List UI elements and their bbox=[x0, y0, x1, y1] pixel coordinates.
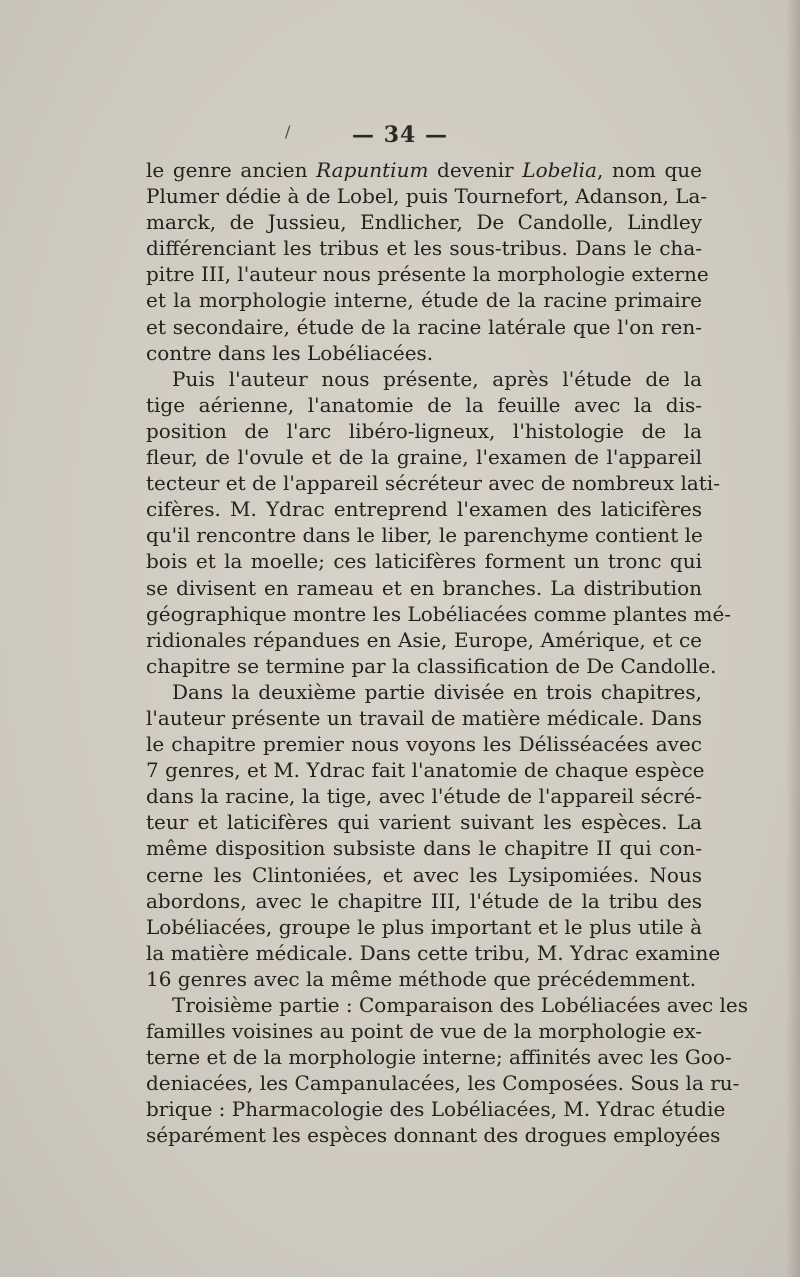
page-edge-shadow bbox=[786, 0, 800, 1277]
text-line bbox=[146, 966, 702, 992]
text-line bbox=[146, 757, 705, 783]
text-segment: cifères. M. Ydrac entreprend l'examen des laticifères bbox=[146, 497, 702, 522]
text-segment: Plumer dédie à de Lobel, puis Tournefort, Adanson, La- bbox=[146, 184, 708, 209]
text-line bbox=[146, 679, 702, 705]
text-segment: 16 genres avec la même méthode que précédemment. bbox=[146, 966, 697, 991]
text-line bbox=[146, 888, 702, 914]
text-line bbox=[146, 992, 749, 1018]
text-segment: tecteur et de l'appareil sécréteur avec de nombreux lati- bbox=[146, 471, 720, 496]
text-segment: , nom que bbox=[596, 158, 702, 182]
text-line bbox=[146, 914, 702, 940]
text-line bbox=[146, 1044, 732, 1070]
text-segment: ridionales répandues en Asie, Europe, Amérique, et ce bbox=[146, 627, 702, 652]
text-segment: brique : Pharmacologie des Lobéliacées, M. Ydrac étudie bbox=[146, 1097, 726, 1122]
page-number: — 34 — bbox=[352, 122, 448, 148]
text-segment: qu'il rencontre dans le liber, le parenchyme contient le bbox=[146, 523, 703, 548]
text-segment: différenciant les tribus et les sous-tribus. Dans le cha- bbox=[146, 236, 702, 261]
stray-mark: / bbox=[285, 122, 291, 141]
text-segment: se divisent en rameau et en branches. La distribution bbox=[146, 575, 702, 600]
text-segment: l'auteur présente un travail de matière médicale. Dans bbox=[146, 705, 702, 730]
text-line bbox=[146, 287, 702, 313]
text-segment: position de l'arc libéro-ligneux, l'histologie de la bbox=[146, 418, 702, 443]
text-segment: et la morphologie interne, étude de la racine primaire bbox=[146, 288, 702, 313]
text-segment: dans la racine, la tige, avec l'étude de l'appareil sécré- bbox=[146, 784, 702, 809]
text-segment: terne et de la morphologie interne; affinités avec les Goo- bbox=[146, 1045, 732, 1070]
text-segment: séparément les espèces donnant des drogues employées bbox=[146, 1123, 721, 1148]
text-line bbox=[146, 496, 702, 522]
text-segment: géographique montre les Lobéliacées comme plantes mé- bbox=[146, 601, 732, 626]
text-line bbox=[146, 444, 702, 470]
text-line bbox=[146, 731, 702, 757]
text-line bbox=[146, 1096, 726, 1122]
text-segment: familles voisines au point de vue de la morphologie ex- bbox=[146, 1019, 703, 1044]
text-segment: Lobéliacées, groupe le plus important et le plus utile à bbox=[146, 914, 702, 939]
text-segment: même disposition subsiste dans le chapitre II qui con- bbox=[146, 836, 702, 861]
text-segment: contre dans les Lobéliacées. bbox=[146, 340, 434, 365]
text-line bbox=[146, 183, 708, 209]
text-line bbox=[146, 601, 732, 627]
text-segment: abordons, avec le chapitre III, l'étude de la tribu des bbox=[146, 888, 702, 913]
text-segment: le chapitre premier nous voyons les Délisséacées avec bbox=[146, 732, 702, 757]
text-line bbox=[146, 340, 702, 366]
text-segment: chapitre se termine par la classification de De Candolle. bbox=[146, 653, 717, 678]
text-segment: bois et la moelle; ces laticifères forment un tronc qui bbox=[146, 549, 702, 574]
text-segment: marck, de Jussieu, Endlicher, De Candolle, Lindley bbox=[146, 210, 702, 235]
text-line bbox=[146, 575, 702, 601]
text-line bbox=[146, 940, 721, 966]
text-segment: 7 genres, et M. Ydrac fait l'anatomie de chaque espèce bbox=[146, 758, 705, 783]
text-line bbox=[146, 314, 702, 340]
text-segment: deniacées, les Campanulacées, les Composées. Sous la ru- bbox=[146, 1071, 740, 1096]
text-line bbox=[146, 366, 702, 392]
text-line bbox=[146, 809, 702, 835]
text-segment: pitre III, l'auteur nous présente la morphologie externe bbox=[146, 262, 709, 287]
body-text bbox=[146, 157, 749, 1149]
text-line bbox=[146, 470, 720, 496]
text-line bbox=[146, 418, 702, 444]
text-line bbox=[146, 1070, 740, 1096]
text-line bbox=[146, 261, 709, 287]
text-line bbox=[146, 1018, 702, 1044]
italic-term: Rapuntium bbox=[316, 158, 429, 182]
text-segment: devenir bbox=[428, 158, 523, 182]
text-line bbox=[146, 705, 702, 731]
text-segment: Dans la deuxième partie divisée en trois chapitres, bbox=[172, 679, 702, 704]
text-segment: tige aérienne, l'anatomie de la feuille avec la dis- bbox=[146, 392, 702, 417]
text-segment: la matière médicale. Dans cette tribu, M. Ydrac examine bbox=[146, 940, 721, 965]
text-line bbox=[146, 235, 702, 261]
text-line bbox=[146, 522, 702, 548]
text-segment: Troisième partie : Comparaison des Lobéliacées avec les bbox=[172, 993, 749, 1017]
text-line bbox=[146, 1122, 721, 1148]
text-segment: fleur, de l'ovule et de la graine, l'examen de l'appareil bbox=[146, 445, 702, 470]
text-segment: cerne les Clintoniées, et avec les Lysipomiées. Nous bbox=[146, 862, 702, 887]
text-line bbox=[146, 835, 702, 861]
text-line bbox=[146, 157, 702, 183]
text-line bbox=[146, 548, 702, 574]
text-line bbox=[146, 862, 702, 888]
text-line bbox=[146, 627, 702, 653]
text-segment: Puis l'auteur nous présente, après l'étude de la bbox=[172, 366, 702, 391]
text-line bbox=[146, 209, 702, 235]
text-segment: le genre ancien bbox=[146, 158, 317, 182]
italic-term: Lobelia bbox=[522, 158, 597, 182]
text-segment: teur et laticifères qui varient suivant les espèces. La bbox=[146, 810, 702, 835]
text-segment: et secondaire, étude de la racine latérale que l'on ren- bbox=[146, 314, 702, 339]
text-line bbox=[146, 392, 702, 418]
text-line bbox=[146, 653, 717, 679]
text-line bbox=[146, 783, 702, 809]
